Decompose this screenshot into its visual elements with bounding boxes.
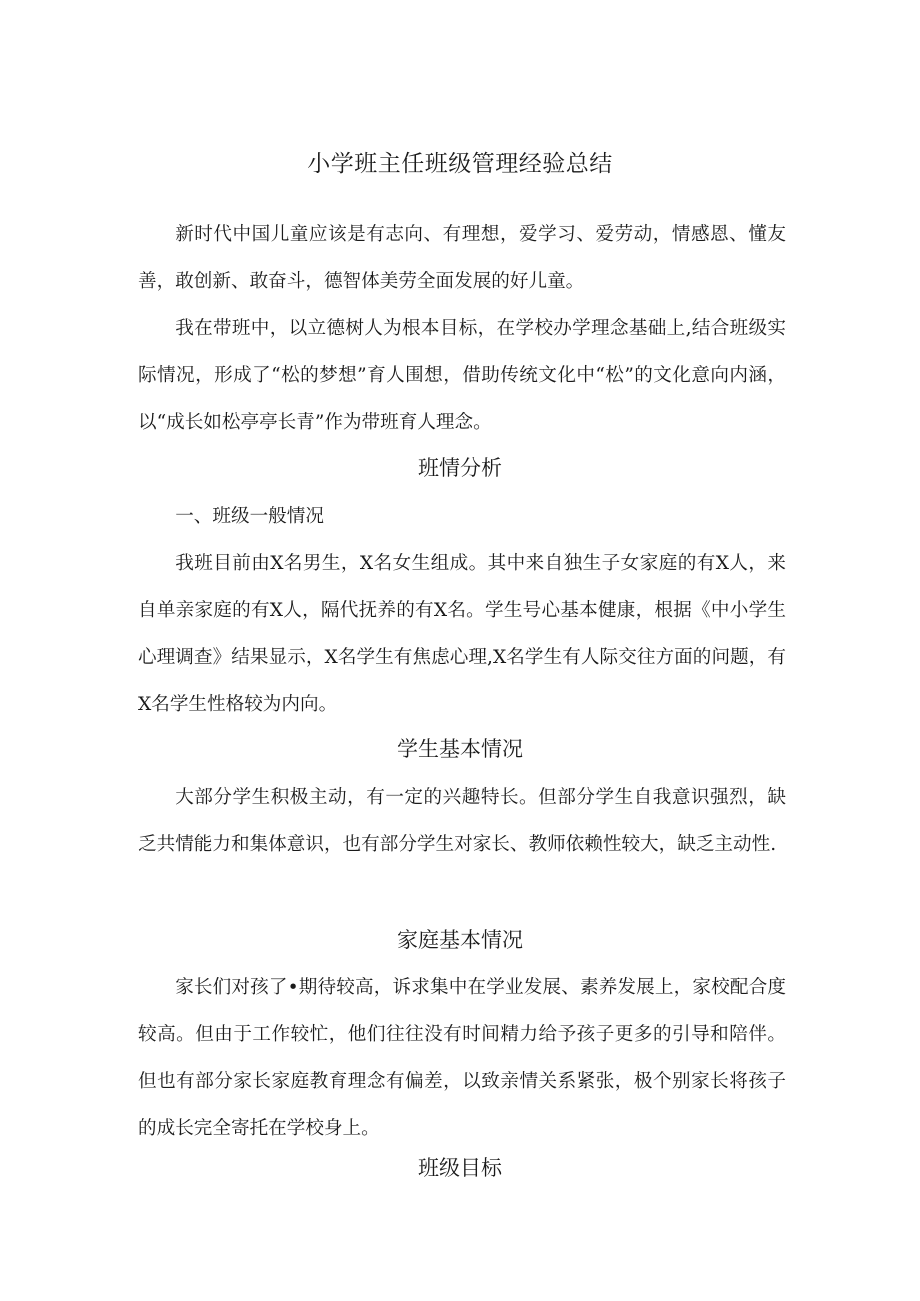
section-heading-class-analysis: 班情分析 <box>418 456 502 480</box>
families-paragraph: 家长们对孩了•期待较高，诉求集中在学业发展、素养发展上，家校配合度较高。但由于工作较忙，他们往往没有时间精力给予孩子更多的引导和陪伴。但也有部分家长家庭教育理念有偏差，以致亲情关系紧张，极个别家长将孩子的成长完全寄托在学校身上。 <box>138 977 786 1139</box>
class-general-paragraph: 我班目前由X名男生，X名女生组成。其中来自独生子女家庭的有X人，来自单亲家庭的有X人，隔代抚养的有X名。学生号心基本健康，根据《中小学生心理调查》结果显示，X名学生有焦虑心理,X名学生有人际交往方面的问题，有X名学生性格较为内向。 <box>138 553 786 715</box>
subheading-class-general: 一、班级一般情况 <box>175 506 324 527</box>
intro-paragraph-1: 新时代中国儿童应该是有志向、有理想，爱学习、爱劳动，情感恩、懂友善，敢创新、敢奋斗，德智体美劳全面发展的好儿童。 <box>138 224 786 292</box>
students-paragraph: 大部分学生积极主动，有一定的兴趣特长。但部分学生自我意识强烈，缺乏共情能力和集体意识，也有部分学生对家长、教师依赖性较大，缺乏主动性. <box>138 787 786 855</box>
document-title: 小学班主任班级管理经验总结 <box>307 151 613 177</box>
section-heading-class-goals: 班级目标 <box>418 1156 502 1180</box>
intro-paragraph-2: 我在带班中，以立德树人为根本目标，在学校办学理念基础上,结合班级实际情况，形成了“松的梦想”育人围想，借助传统文化中“松”的文化意向内涵，以“成长如松亭亭长青”作为带班育人理念。 <box>138 318 786 433</box>
section-heading-families: 家庭基本情况 <box>397 928 523 952</box>
section-heading-students: 学生基本情况 <box>397 737 523 761</box>
